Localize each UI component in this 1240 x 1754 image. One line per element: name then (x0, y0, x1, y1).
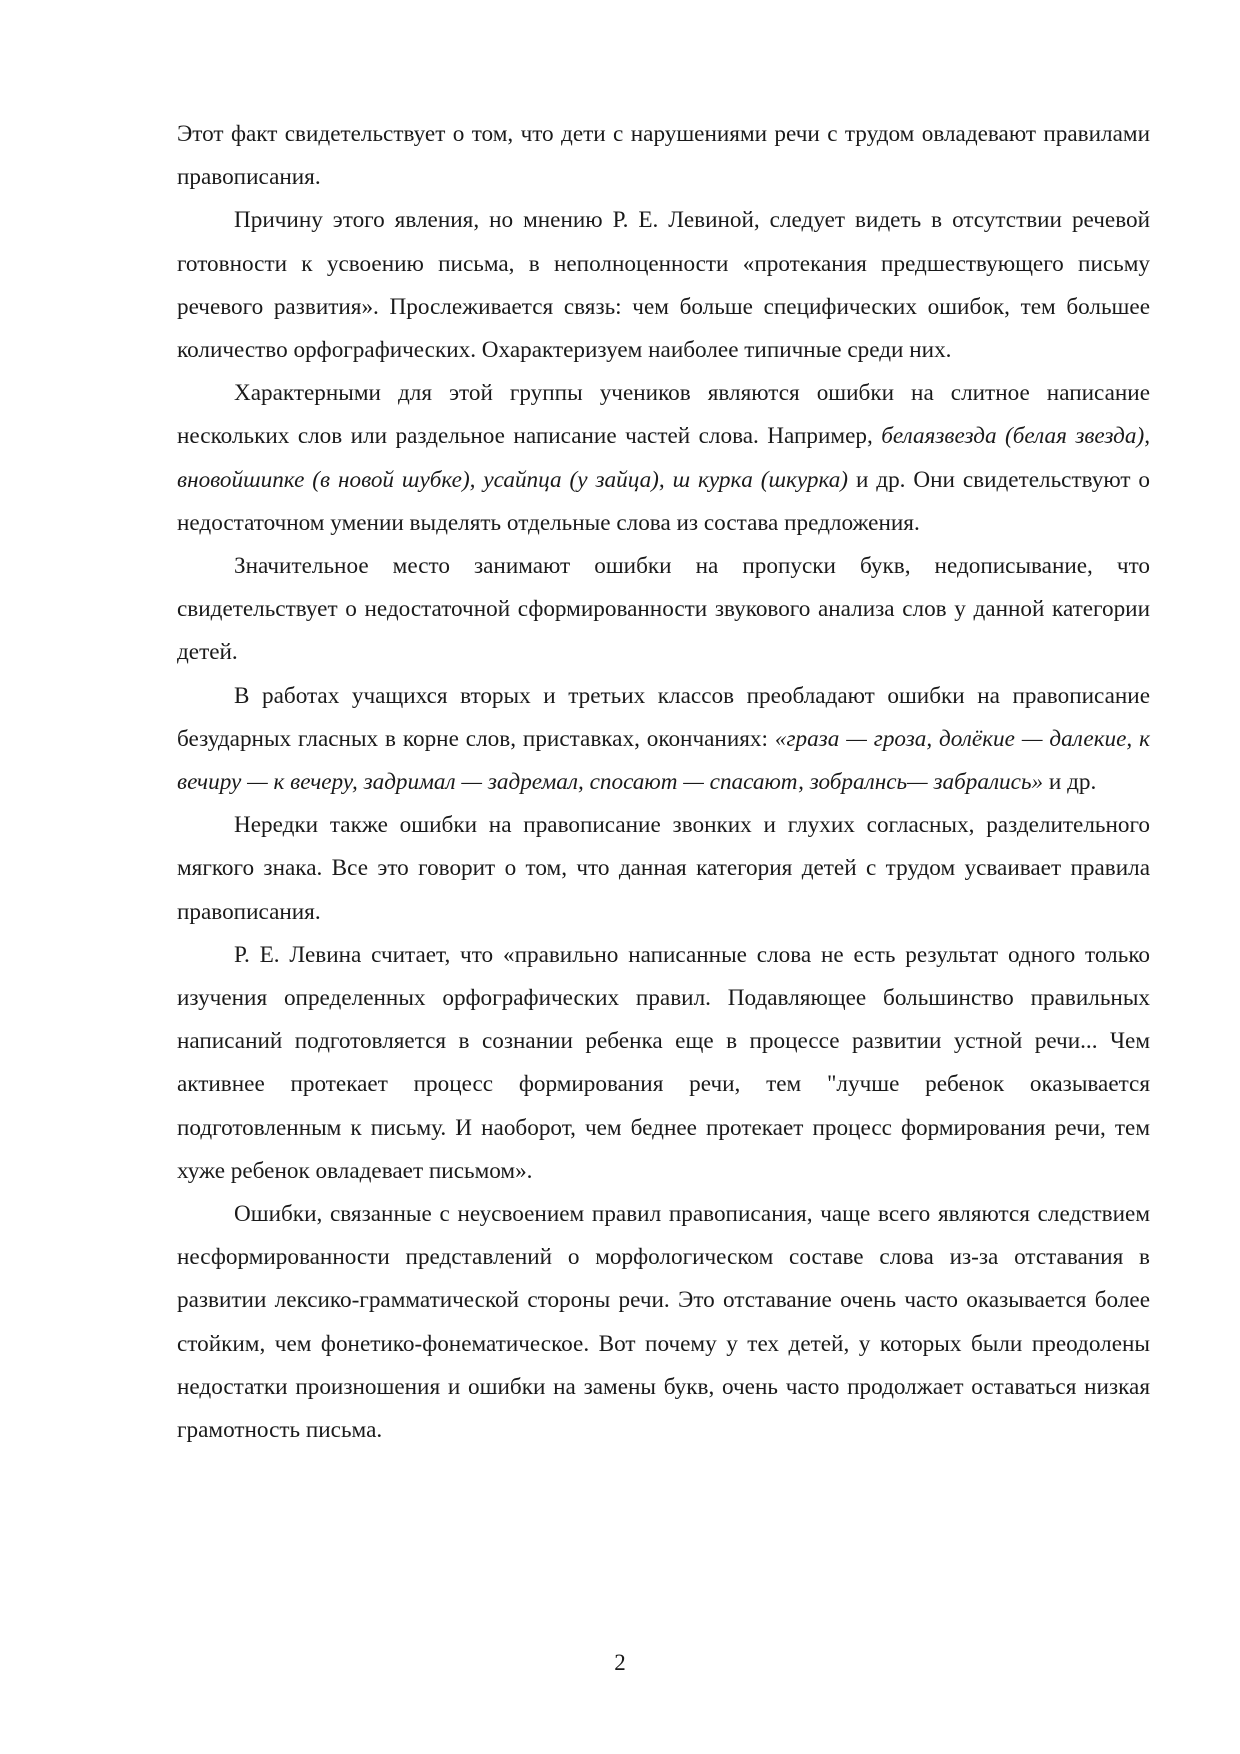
paragraph: Ошибки, связанные с неусвоением правил правописания, чаще всего являются следствием несформированности представлений о морфологическом составе слова из-за отставания в развитии лексико-грамматической стороны речи. Это отставание очень часто оказывается более стойким, чем фонетико-фонематическое. Вот почему у тех детей, у которых были преодолены недостатки произношения и ошибки на замены букв, очень часто продолжает оставаться низкая грамотность письма. (177, 1201, 1150, 1444)
paragraph: Причину этого явления, но мнению Р. Е. Левиной, следует видеть в отсутствии речевой готовности к усвоению письма, в неполноценности «протекания предшествующего письму речевого развития». Прослеживается связь: чем больше специфических ошибок, тем большее количество орфографических. Охарактеризуем наиболее типичные среди них. (177, 207, 1150, 364)
body-text (177, 113, 1150, 1452)
paragraph: Значительное место занимают ошибки на пропуски букв, недописывание, что свидетельствует о недостаточной сформированности звукового анализа слов у данной категории детей. (177, 553, 1150, 666)
page-number: 2 (614, 1650, 626, 1675)
paragraph: Нередки также ошибки на правописание звонких и глухих согласных, разделительного мягкого знака. Все это говорит о том, что данная категория детей с трудом усваивает правила правописания. (177, 812, 1150, 925)
example-errors: «граза — гроза, долёкие — далекие, к вечиру — к вечеру, задримал — задремал, спосают — спасают, зобралнсь— забрались» (177, 725, 1150, 796)
paragraph: В работах учащихся вторых и третьих классов преобладают ошибки на правописание безударных гласных в корне слов, приставках, окончаниях: «граза — гроза, долёкие — далекие, к вечиру — к вечеру, задримал — задремал, спосают — спасают, зобралнсь— забрались» и др. (177, 682, 1150, 796)
paragraph: Характерными для этой группы учеников являются ошибки на слитное написание нескольких слов или раздельное написание частей слова. Например, белаязвезда (белая звезда), вновойшипке (в новой шубке), усайпца (у зайца), ш куркa (шкурка) и др. Они свидетельствуют о недостаточном умении выделять отдельные слова из состава предложения. (177, 380, 1151, 536)
paragraph: Этот факт свидетельствует о том, что дети с нарушениями речи с трудом овладевают правилами правописания. (177, 121, 1150, 191)
example-errors: белаязвезда (белая звезда), вновойшипке (в новой шубке), усайпца (у зайца), ш куркa (шкурка) (177, 423, 1150, 493)
paragraph: Р. Е. Левина считает, что «правильно написанные слова не есть результат одного только изучения определенных орфографических правил. Подавляющее большинство правильных написаний подготовляется в сознании ребенка еще в процессе развитии устной речи... Чем активнее протекает процесс формирования речи, тем "лучше ребенок оказывается подготовленным к письму. И наоборот, чем беднее протекает процесс формирования речи, тем хуже ребенок овладевает письмом». (177, 941, 1150, 1184)
